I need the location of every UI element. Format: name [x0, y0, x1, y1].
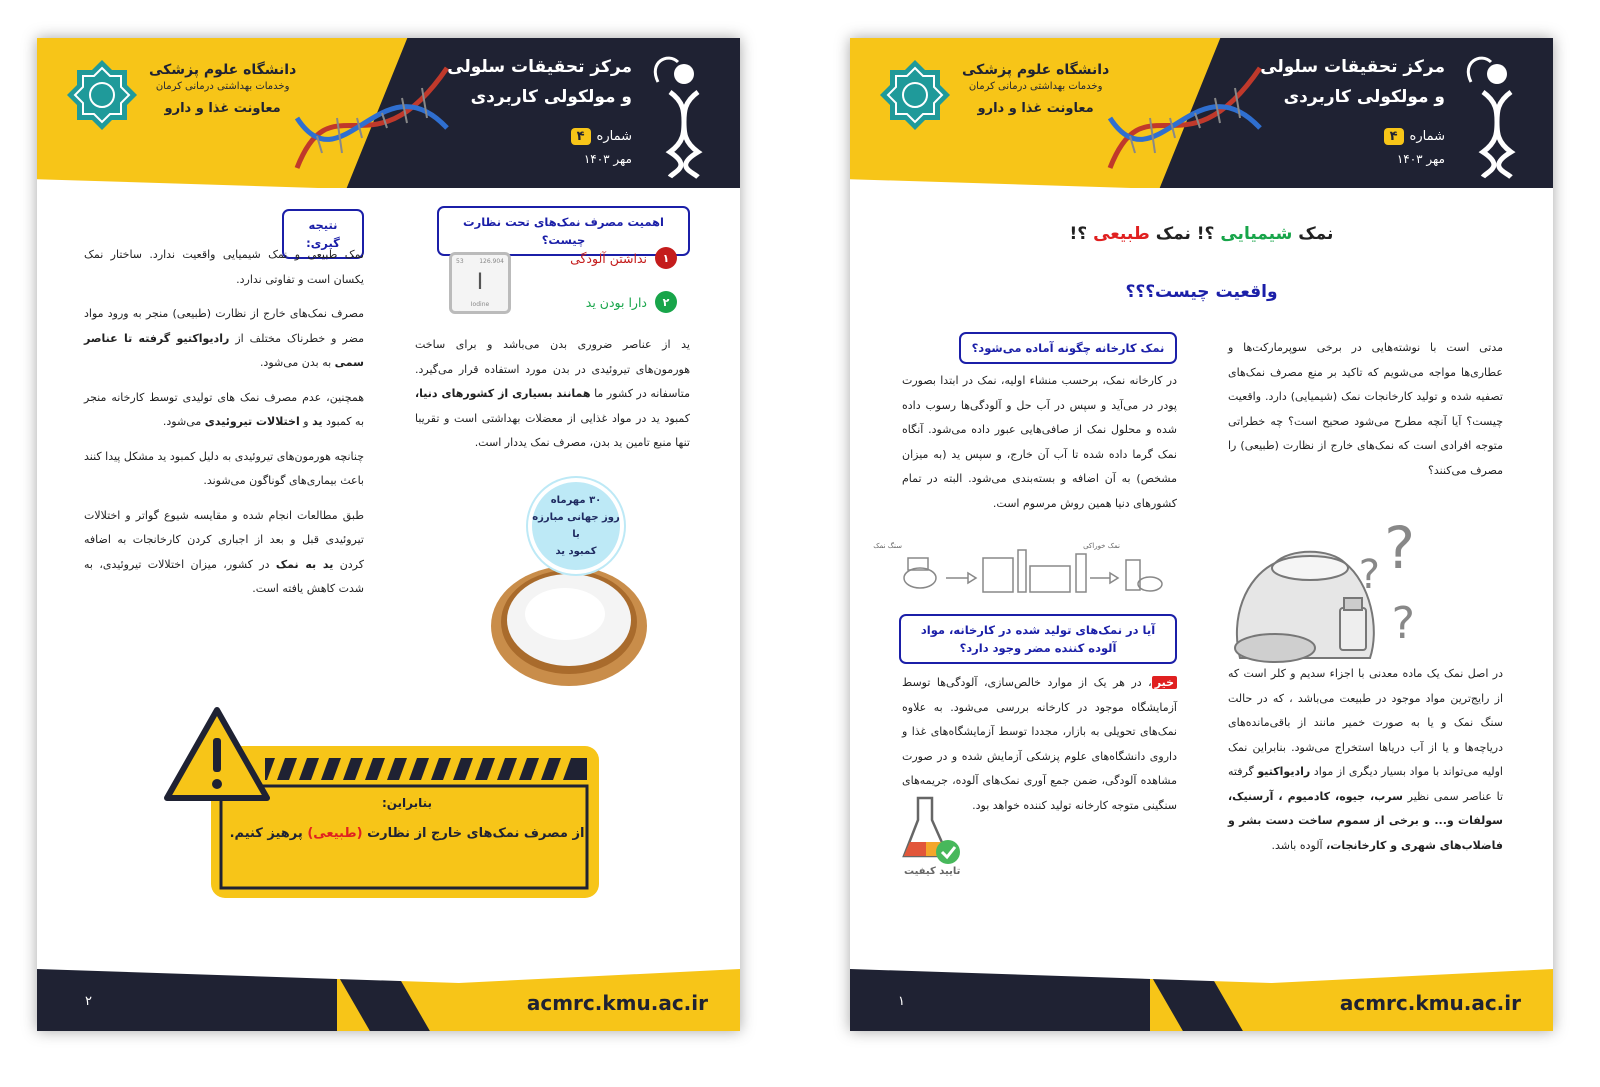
university-logo-icon — [878, 58, 952, 132]
issue-info: شماره ۴ — [571, 128, 632, 145]
page-2 — [37, 38, 740, 1031]
dna-helix-icon — [1105, 58, 1265, 178]
header — [37, 38, 740, 188]
conclusion-paragraph-5: طبق مطالعات انجام شده و مقایسه شیوع گواتر و اختلالات تیروئیدی قبل و بعد از اجباری کردن کارخانجات به اضافه کردن ید به نمک در کشور، میزان اختلالات تیروئیدی، به شدت کاهش یافته است. — [84, 508, 364, 595]
list-item-no-contamination: ۱ نداشتن آلودگی — [570, 247, 677, 269]
number-badge: ۱ — [655, 247, 677, 269]
website-link[interactable]: acmrc.kmu.ac.ir — [526, 991, 708, 1015]
factory-process-title: نمک کارخانه چگونه آماده می‌شود؟ — [959, 332, 1177, 364]
page-number: ۲ — [85, 994, 92, 1009]
importance-title: اهمیت مصرف نمک‌های تحت نظارت چیست؟ — [437, 206, 690, 256]
iodine-paragraph: ید از عناصر ضروری بدن می‌باشد و برای ساخت هورمون‌های تیروئیدی در بدن مورد استفاده قرار می‌گیرد. متاسفانه در کشور ما همانند بسیاری از کشورهای دنیا، کمبود ید در مواد غذایی از معضلات بهداشتی است و تقریبا تنها منبع تامین ید بدن، مصرف نمک یددار است. — [415, 338, 690, 449]
center-title: مرکز تحقیقات سلولی و مولکولی کاربردی — [1260, 57, 1445, 107]
list-item-has-iodine: ۲ دارا بودن ید — [586, 291, 677, 313]
research-center-logo-icon — [1461, 52, 1533, 177]
university-logo-icon — [65, 58, 139, 132]
factory-process-illustration — [873, 538, 1168, 598]
conclusion-title: نتیجه گیری: — [282, 209, 364, 259]
university-name: دانشگاه علوم پزشکی وخدمات بهداشتی درمانی کرمان معاونت غذا و دارو — [149, 62, 297, 116]
svg-text:?: ? — [1384, 514, 1415, 582]
factory-label-table-salt: نمک خوراکی — [1083, 542, 1120, 550]
issue-date: مهر ۱۴۰۳ — [1396, 152, 1445, 166]
factory-process-paragraph: در کارخانه نمک، برحسب منشاء اولیه، نمک در ابتدا بصورت پودر در می‌آید و سپس در آب حل و آلودگی‌ها رسوب داده شده و محلول نمک از صافی‌هایی عبور داده می‌شود. آنگاه نمک گرما داده شده تا آب آن خارج، و سپس ید (به میزان مشخص) به آن اضافه و بسته‌بندی می‌شود. البته در تمام کشورهای دنیا همین روش مرسوم است. — [902, 374, 1177, 510]
origin-paragraph: در اصل نمک یک ماده معدنی با اجزاء سدیم و کلر است که از رایج‌ترین مواد موجود در طبیعت می‌باشد ، که در حالت سنگ نمک و یا به صورت خمیر مانند از باقی‌مانده‌های دریاچه‌ها و یا از آب دریاها استخراج می‌شود. بنابراین نمک اولیه می‌تواند با مواد بسیار دیگری از مواد رادیواکتیو گرفته تا عناصر سمی نظیر سرب، جیوه، کادمیوم ، آرسنیک، سولفات و... و برخی از سموم ساخت دست بشر و فاضلاب‌های شهری و کارخانجات، آلوده باشد. — [1228, 667, 1504, 852]
svg-text:?: ? — [1391, 598, 1415, 649]
page-1 — [850, 38, 1553, 1031]
conclusion-paragraph-3: همچنین، عدم مصرف نمک های تولیدی توسط کارخانه منجر به کمبود ید و اختلالات تیروئیدی می‌شود. — [84, 390, 364, 428]
svg-text:?: ? — [1358, 552, 1380, 598]
issue-number-badge: ۴ — [571, 128, 591, 145]
research-center-logo-icon — [648, 52, 720, 177]
main-headline: نمک شیمیایی ؟! نمک طبیعی ؟! — [1069, 224, 1334, 244]
website-link[interactable]: acmrc.kmu.ac.ir — [1339, 991, 1521, 1015]
conclusion-section — [84, 243, 364, 602]
header — [850, 38, 1553, 188]
footer — [850, 969, 1553, 1031]
contamination-question-title: آیا در نمک‌های تولید شده در کارخانه، مواد آلوده کننده مضر وجود دارد؟ — [899, 614, 1177, 664]
iodine-element-tile: 53 126.904 I Iodine — [449, 252, 511, 314]
factory-label-rock-salt: سنگ نمک — [873, 542, 902, 550]
issue-info: شماره ۴ — [1384, 128, 1445, 145]
footer — [37, 969, 740, 1031]
quality-approved-label: تایید کیفیت — [904, 866, 961, 877]
world-iodine-day-badge: ۳۰ مهرماه روز جهانی مبارزه با کمبود ید — [528, 478, 624, 574]
salt-bowl-image — [489, 558, 649, 688]
conclusion-paragraph-4: چنانچه هورمون‌های تیروئیدی به دلیل کمبود ید مشکل پیدا کنند باعث بیماری‌های گوناگون می‌شوند. — [84, 449, 364, 487]
answer-no-tag: خیر — [1152, 676, 1177, 689]
issue-number-badge: ۴ — [1384, 128, 1404, 145]
salt-sack-illustration — [1220, 514, 1480, 668]
footer-dark-panel — [37, 969, 337, 1031]
dna-helix-icon — [292, 58, 452, 178]
intro-paragraph: مدتی است با نوشته‌هایی در برخی سوپرمارکت‌ها و عطاری‌ها مواجه می‌شویم که تاکید بر منع مصرف نمک‌های تصفیه شده و تولید کارخانجات نمک (شیمیایی) دارد. واقعیت چیست؟ آیا آنچه مطرح می‌شود صحیح است؟ چه خطراتی متوجه افرادی است که نمک‌های خارج از نظارت (طبیعی) را مصرف می‌کنند؟ — [1228, 341, 1503, 477]
contamination-answer-paragraph: خیر، در هر یک از موارد خالص‌سازی، آلودگی‌ها توسط آزمایشگاه موجود در کارخانه بررسی می‌شود. به علاوه نمک‌های تحویلی به بازار، مجددا توسط آزمایشگاه‌های غذا و داروی دانشگاه‌های علوم پزشکی آزمایش شده و در صورت مشاهده آلودگی، ضمن جمع آوری نمک‌های آلوده، جریمه‌های سنگینی متوجه کارخانه تولید کننده خواهد بود. — [902, 676, 1177, 812]
issue-date: مهر ۱۴۰۳ — [583, 152, 632, 166]
center-title: مرکز تحقیقات سلولی و مولکولی کاربردی — [447, 57, 632, 107]
footer-dark-panel — [850, 969, 1150, 1031]
main-subtitle: واقعیت چیست؟؟؟ — [1125, 282, 1278, 302]
university-name: دانشگاه علوم پزشکی وخدمات بهداشتی درمانی کرمان معاونت غذا و دارو — [962, 62, 1110, 116]
page-number: ۱ — [898, 994, 905, 1009]
conclusion-paragraph-2: مصرف نمک‌های خارج از نظارت (طبیعی) منجر به ورود مواد مضر و خطرناک مختلف از رادیواکتیو گرفته تا عناصر سمی به بدن می‌شود. — [84, 307, 364, 369]
warning-message: بنابراین: از مصرف نمک‌های خارج از نظارت (طبیعی) پرهیز کنیم. — [229, 796, 585, 841]
number-badge: ۲ — [655, 291, 677, 313]
quality-flask-check-icon — [900, 794, 964, 864]
conclusion-paragraph-1: نمک طبیعی و نمک شیمیایی واقعیت ندارد. ساختار نمک یکسان است و تفاوتی ندارد. — [84, 248, 364, 286]
